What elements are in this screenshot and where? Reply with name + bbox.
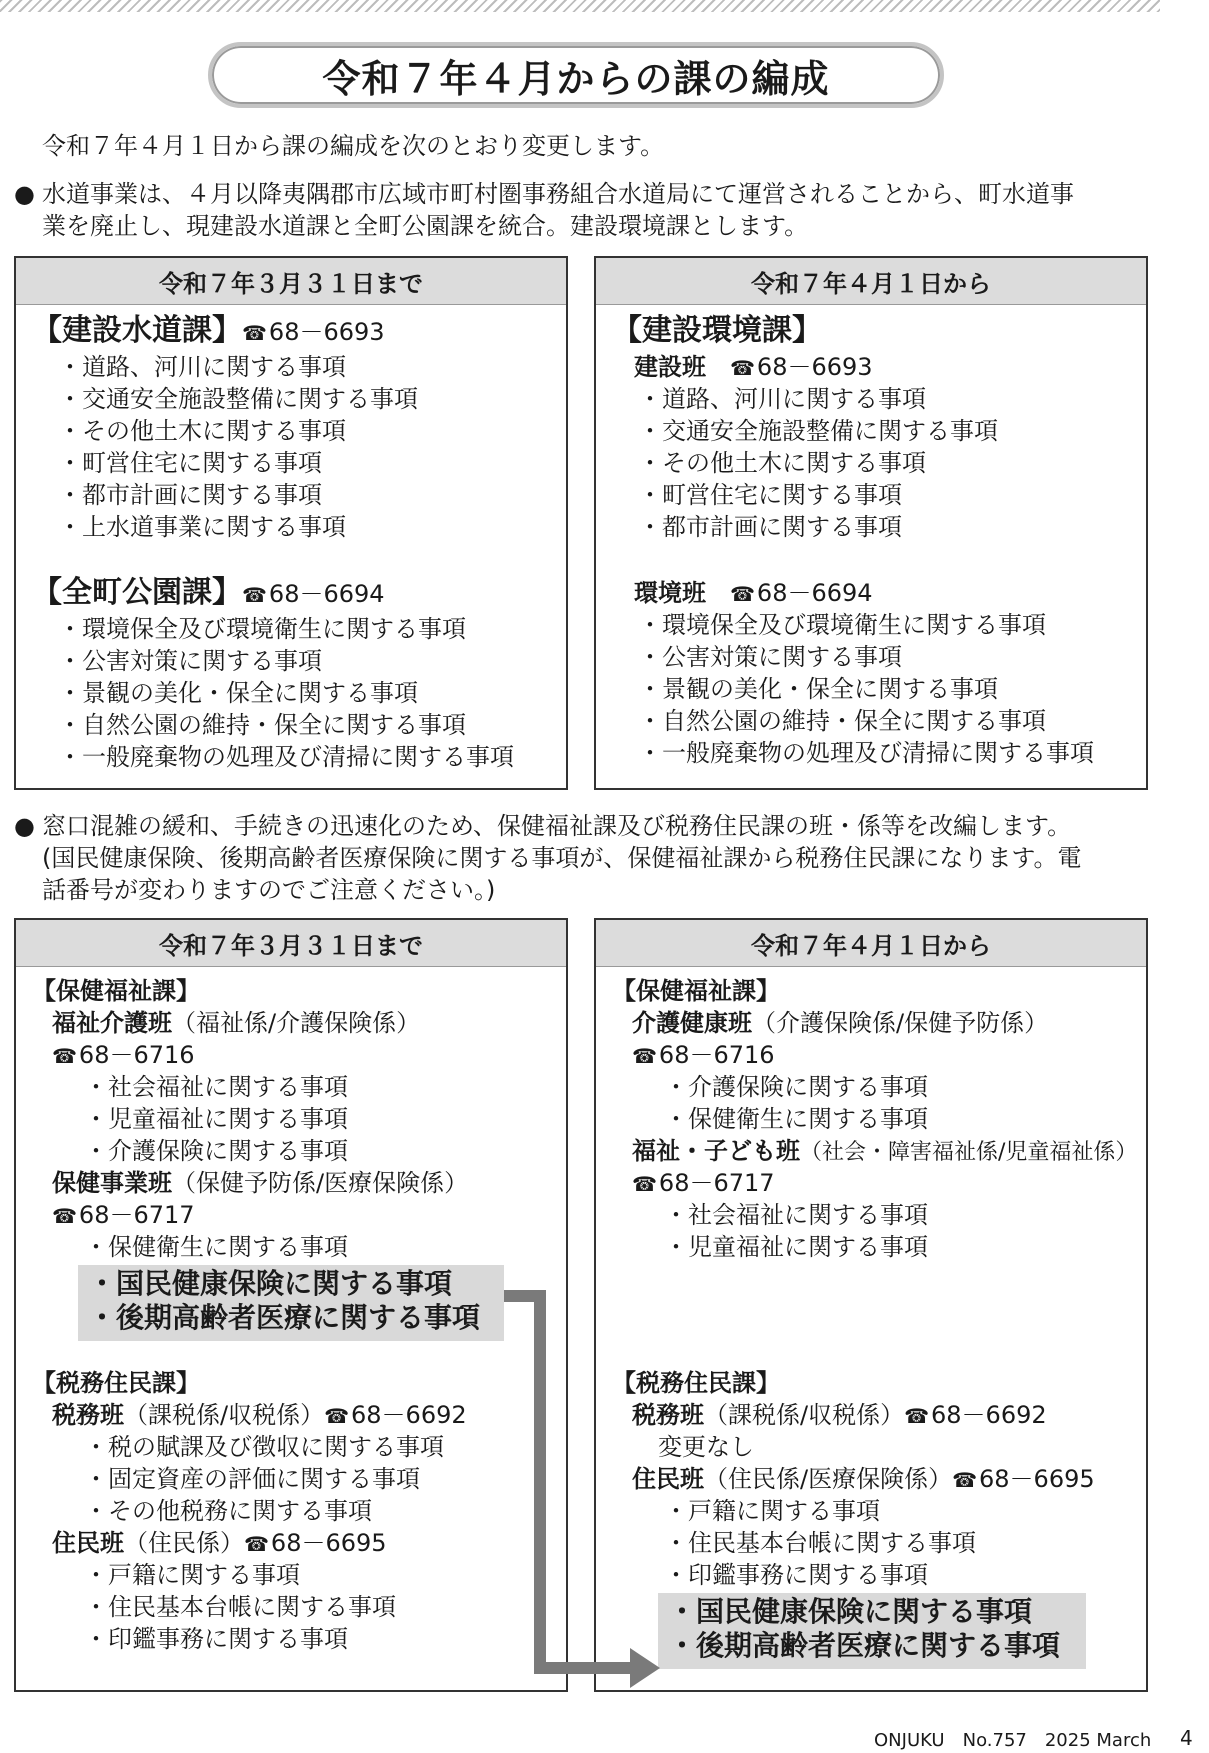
team-name: 環境班 <box>634 579 706 607</box>
dept-construction-water <box>32 313 385 351</box>
list-item: ・児童福祉に関する事項 <box>664 1233 928 1261</box>
moved-items-highlight <box>78 1265 504 1341</box>
list-item: ・戸籍に関する事項 <box>664 1497 880 1525</box>
team-health-program <box>52 1167 468 1199</box>
phone-number: 68－6717 <box>78 1201 195 1229</box>
page-title: 令和７年４月からの課の編成 <box>208 42 944 108</box>
list-item: ・環境保全及び環境衛生に関する事項 <box>58 615 466 643</box>
list-item: ・印鑑事務に関する事項 <box>84 1625 348 1653</box>
team-name: 福祉・子ども班 <box>632 1137 800 1165</box>
section2-after-box <box>594 918 1148 1692</box>
phone-icon: ☎ <box>952 1468 978 1492</box>
phone-line <box>52 1199 195 1232</box>
list-item: ・戸籍に関する事項 <box>84 1561 300 1589</box>
list-item: ・交通安全施設整備に関する事項 <box>638 417 998 445</box>
list-item: ・交通安全施設整備に関する事項 <box>58 385 418 413</box>
list-item: ・児童福祉に関する事項 <box>84 1105 348 1133</box>
list-item: ・保健衛生に関する事項 <box>84 1233 348 1261</box>
list-item: ・都市計画に関する事項 <box>638 513 902 541</box>
team-welfare-children <box>632 1135 1137 1169</box>
list-item: ・介護保険に関する事項 <box>664 1073 928 1101</box>
highlight-item: ・国民健康保険に関する事項 <box>668 1595 1033 1628</box>
list-item: ・公害対策に関する事項 <box>638 643 902 671</box>
phone-line <box>632 1039 775 1072</box>
list-item: ・介護保険に関する事項 <box>84 1137 348 1165</box>
list-item: ・一般廃棄物の処理及び清掃に関する事項 <box>638 739 1094 767</box>
phone-number: 68－6693 <box>756 353 873 381</box>
phone-number: 68－6695 <box>979 1465 1095 1493</box>
phone-number: 68－6694 <box>268 580 385 608</box>
page-number: 4 <box>1180 1726 1193 1750</box>
highlight-item: ・後期高齢者医療に関する事項 <box>88 1301 481 1334</box>
list-item: ・自然公園の維持・保全に関する事項 <box>58 711 466 739</box>
team-environment <box>634 577 873 610</box>
phone-icon: ☎ <box>242 583 267 607</box>
list-item: ・公害対策に関する事項 <box>58 647 322 675</box>
team-name: 税務班 <box>632 1401 704 1429</box>
list-item: ・その他税務に関する事項 <box>84 1497 372 1525</box>
phone-icon: ☎ <box>242 321 267 345</box>
phone-icon: ☎ <box>52 1204 77 1228</box>
list-item: ・社会福祉に関する事項 <box>664 1201 928 1229</box>
phone-number: 68－6695 <box>270 1529 387 1557</box>
highlight-item: ・国民健康保険に関する事項 <box>88 1267 453 1300</box>
box-header: 令和７年４月１日から <box>596 258 1146 305</box>
phone-icon: ☎ <box>730 582 755 606</box>
phone-number: 68－6694 <box>756 579 873 607</box>
bullet-line: 話番号が変わりますのでご注意ください。) <box>42 876 496 904</box>
list-item: ・一般廃棄物の処理及び清掃に関する事項 <box>58 743 514 771</box>
list-item: ・町営住宅に関する事項 <box>638 481 902 509</box>
bullet-line: (国民健康保険、後期高齢者医療保険に関する事項が、保健福祉課から税務住民課になります。電 <box>42 844 1082 872</box>
list-item: ・景観の美化・保全に関する事項 <box>58 679 418 707</box>
dept-health-welfare: 【保健福祉課】 <box>612 977 780 1005</box>
highlight-item: ・後期高齢者医療に関する事項 <box>668 1629 1061 1662</box>
list-item: ・社会福祉に関する事項 <box>84 1073 348 1101</box>
bullet-dot-icon: ● <box>14 180 35 208</box>
dept-tax-resident: 【税務住民課】 <box>32 1369 200 1397</box>
dept-town-park <box>32 575 385 613</box>
section1-before-box <box>14 256 568 790</box>
team-name: 税務班 <box>52 1401 124 1429</box>
team-name: 住民班 <box>632 1465 704 1493</box>
team-construction <box>634 351 873 384</box>
intro-text: 令和７年４月１日から課の編成を次のとおり変更します。 <box>42 132 665 160</box>
list-item: ・道路、河川に関する事項 <box>58 353 346 381</box>
list-item: ・住民基本台帳に関する事項 <box>84 1593 396 1621</box>
phone-number: 68－6692 <box>351 1401 467 1429</box>
list-item: ・住民基本台帳に関する事項 <box>664 1529 976 1557</box>
no-change-note: 変更なし <box>658 1433 754 1461</box>
team-name: 保健事業班 <box>52 1169 172 1197</box>
dept-name: 【建設水道課】 <box>32 313 242 348</box>
phone-line <box>52 1039 195 1072</box>
list-item: ・固定資産の評価に関する事項 <box>84 1465 420 1493</box>
phone-icon: ☎ <box>730 356 755 380</box>
phone-icon: ☎ <box>632 1044 657 1068</box>
phone-icon: ☎ <box>632 1172 657 1196</box>
list-item: ・保健衛生に関する事項 <box>664 1105 928 1133</box>
list-item: ・印鑑事務に関する事項 <box>664 1561 928 1589</box>
team-name: 住民班 <box>52 1529 124 1557</box>
team-detail: （住民係/医療保険係） <box>704 1465 953 1493</box>
phone-icon: ☎ <box>244 1532 269 1556</box>
team-detail: （課税係/収税係） <box>704 1401 905 1429</box>
team-detail: （課税係/収税係） <box>124 1401 325 1429</box>
section1-bullet <box>14 178 1074 242</box>
team-tax <box>52 1399 467 1432</box>
team-name: 福祉介護班 <box>52 1009 172 1037</box>
bullet-line: 窓口混雑の緩和、手続きの迅速化のため、保健福祉課及び税務住民課の班・係等を改編します。 <box>42 812 1072 840</box>
list-item: ・環境保全及び環境衛生に関する事項 <box>638 611 1046 639</box>
phone-icon: ☎ <box>904 1404 930 1428</box>
phone-number: 68－6692 <box>931 1401 1047 1429</box>
dept-tax-resident: 【税務住民課】 <box>612 1369 780 1397</box>
phone-icon: ☎ <box>324 1404 350 1428</box>
team-name: 建設班 <box>634 353 706 381</box>
dept-health-welfare: 【保健福祉課】 <box>32 977 200 1005</box>
list-item: ・景観の美化・保全に関する事項 <box>638 675 998 703</box>
publication-info: ONJUKU No.757 2025 March <box>874 1730 1152 1751</box>
team-name: 介護健康班 <box>632 1009 752 1037</box>
team-detail: （保健予防係/医療保険係） <box>172 1169 469 1197</box>
team-detail: （介護保険係/保健予防係） <box>752 1009 1049 1037</box>
phone-number: 68－6716 <box>658 1041 775 1069</box>
top-hatch-border <box>0 0 1160 12</box>
moved-items-highlight <box>658 1593 1086 1669</box>
box-header: 令和７年４月１日から <box>596 920 1146 967</box>
phone-number: 68－6716 <box>78 1041 195 1069</box>
list-item: ・税の賦課及び徴収に関する事項 <box>84 1433 444 1461</box>
list-item: ・自然公園の維持・保全に関する事項 <box>638 707 1046 735</box>
bullet-dot-icon: ● <box>14 812 35 840</box>
team-detail: （社会・障害福祉係/児童福祉係） <box>800 1140 1138 1165</box>
phone-line <box>632 1167 775 1200</box>
section2-before-box <box>14 918 568 1692</box>
list-item: ・道路、河川に関する事項 <box>638 385 926 413</box>
team-tax <box>632 1399 1047 1432</box>
phone-icon: ☎ <box>52 1044 77 1068</box>
list-item: ・都市計画に関する事項 <box>58 481 322 509</box>
dept-name: 【全町公園課】 <box>32 575 242 610</box>
dept-construction-environment: 【建設環境課】 <box>612 313 822 348</box>
box-header: 令和７年３月３１日まで <box>16 258 566 305</box>
list-item: ・その他土木に関する事項 <box>638 449 926 477</box>
team-welfare-care <box>52 1007 420 1039</box>
team-resident <box>52 1527 387 1560</box>
bullet-line: 水道事業は、４月以降夷隅郡市広域市町村圏事務組合水道局にて運営されることから、町水道事 <box>42 180 1074 208</box>
team-detail: （住民係） <box>124 1529 244 1557</box>
list-item: ・上水道事業に関する事項 <box>58 513 346 541</box>
bullet-line: 業を廃止し、現建設水道課と全町公園課を統合。建設環境課とします。 <box>42 212 809 240</box>
team-detail: （福祉係/介護保険係） <box>172 1009 421 1037</box>
phone-number: 68－6717 <box>658 1169 775 1197</box>
section1-after-box <box>594 256 1148 790</box>
team-care-health <box>632 1007 1048 1039</box>
team-resident <box>632 1463 1095 1496</box>
list-item: ・町営住宅に関する事項 <box>58 449 322 477</box>
list-item: ・その他土木に関する事項 <box>58 417 346 445</box>
section2-bullet <box>14 810 1081 906</box>
box-header: 令和７年３月３１日まで <box>16 920 566 967</box>
phone-number: 68－6693 <box>268 318 385 346</box>
